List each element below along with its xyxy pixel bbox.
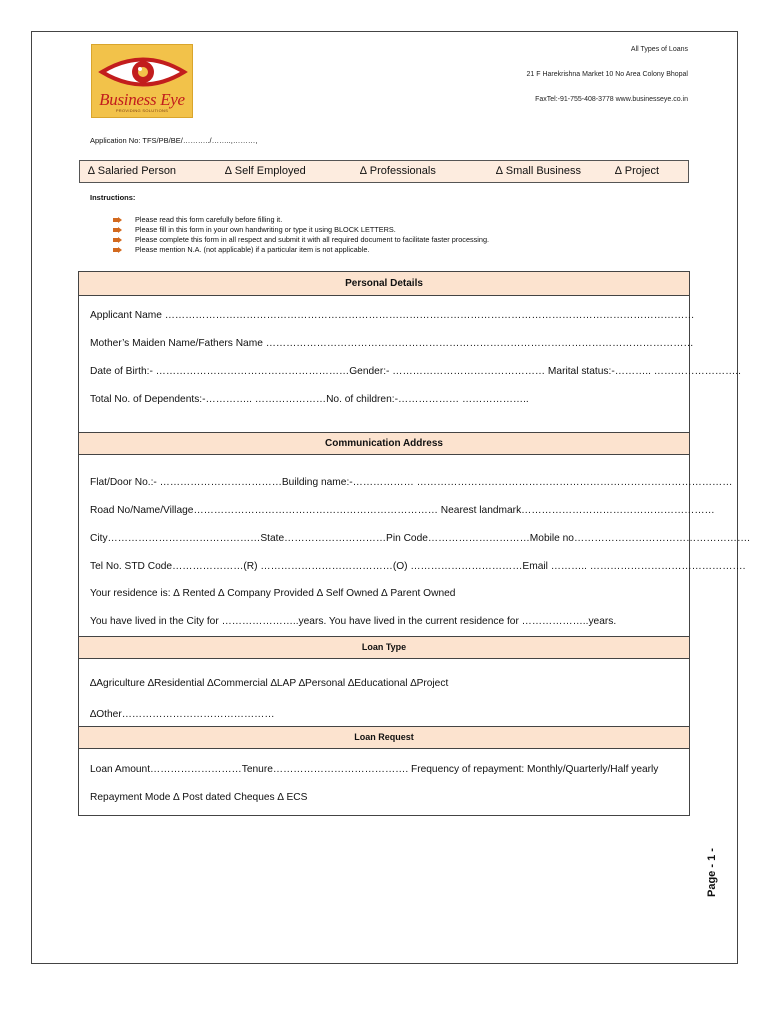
applicant-name-field[interactable]: Applicant Name ………………………………………………………………………………………………………………………………………… (90, 310, 695, 321)
loan-type-heading: Loan Type (79, 636, 689, 659)
arrow-bullet-icon (113, 237, 122, 243)
years-lived-field[interactable]: You have lived in the City for …………………..years. You have lived in the current residence for ………………..years. (90, 616, 617, 627)
logo-tagline: PROVIDING SOLUTIONS (115, 108, 169, 113)
loan-type-options[interactable]: ∆Agriculture ∆Residential ∆Commercial ∆LAP ∆Personal ∆Educational ∆Project (90, 678, 449, 689)
dependents-field[interactable]: Total No. of Dependents:-………….. …………………No. of children:-……………… ……………….. (90, 394, 529, 405)
instruction-item: Please complete this form in all respect and submit it with all required document to facilitate faster processing. (113, 235, 489, 245)
instructions-title: Instructions: (90, 193, 136, 202)
business-eye-logo (91, 44, 193, 118)
category-small-business[interactable]: ∆ Small Business (496, 165, 581, 177)
company-address: 21 F Harekrishna Market 10 No Area Colony Bhopal (526, 71, 688, 78)
dob-gender-marital-field[interactable]: Date of Birth:- …………………………………………………Gender:- ……………………………………… Marital status:-……….. …………………….. (90, 366, 741, 377)
mother-name-field[interactable]: Mother’s Maiden Name/Fathers Name ……………………………………………………………………………………………………………… (90, 338, 694, 349)
instructions-list (113, 215, 489, 255)
arrow-bullet-icon (113, 247, 122, 253)
repayment-mode-options[interactable]: Repayment Mode ∆ Post dated Cheques ∆ ECS (90, 792, 308, 803)
instruction-item: Please read this form carefully before filling it. (113, 215, 489, 225)
loan-request-heading: Loan Request (79, 726, 689, 749)
residence-type-options[interactable]: Your residence is: ∆ Rented ∆ Company Provided ∆ Self Owned ∆ Parent Owned (90, 588, 456, 599)
category-project[interactable]: ∆ Project (615, 165, 660, 177)
application-form (78, 271, 750, 816)
city-state-pin-mobile-field[interactable]: City………………………………………State…………………………Pin Code…………………………Mobile no……………………………………………. (90, 533, 750, 544)
arrow-bullet-icon (113, 217, 122, 223)
arrow-bullet-icon (113, 227, 122, 233)
page-number: Page - 1 - (706, 848, 718, 897)
application-number[interactable]: Application No: TFS/PB/BE/………../……..,………, (90, 136, 258, 145)
personal-details-heading: Personal Details (79, 272, 689, 296)
instruction-item: Please mention N.A. (not applicable) if a particular item is not applicable. (113, 245, 489, 255)
loan-amount-tenure-field[interactable]: Loan Amount………………………Tenure…………………………………. Frequency of repayment: Monthly/Quarterly/Half yearly (90, 764, 659, 775)
flat-building-field[interactable]: Flat/Door No.:- ………………………………Building name:-……………… ………………………………………………………………………………… (90, 477, 733, 488)
logo-text: Business Eye (99, 90, 185, 109)
category-professionals[interactable]: ∆ Professionals (360, 165, 436, 177)
loan-type-other-field[interactable]: ∆Other……………………………………… (90, 709, 275, 720)
category-salaried[interactable]: ∆ Salaried Person (88, 165, 177, 177)
instruction-item: Please fill in this form in your own handwriting or type it using BLOCK LETTERS. (113, 225, 489, 235)
road-landmark-field[interactable]: Road No/Name/Village……………………………………………………………… Nearest landmark………………………………………………… (90, 505, 715, 516)
company-contact: FaxTel:-91-755-408-3778 www.businesseye.co.in (535, 96, 688, 103)
applicant-category-bar (79, 160, 689, 183)
tel-email-field[interactable]: Tel No. STD Code…………………(R) …………………………………(O) ……………………………Email ……….. ………………………………………. (90, 561, 746, 572)
category-self-employed[interactable]: ∆ Self Employed (225, 165, 306, 177)
communication-address-heading: Communication Address (79, 432, 689, 455)
loans-heading: All Types of Loans (630, 46, 688, 53)
